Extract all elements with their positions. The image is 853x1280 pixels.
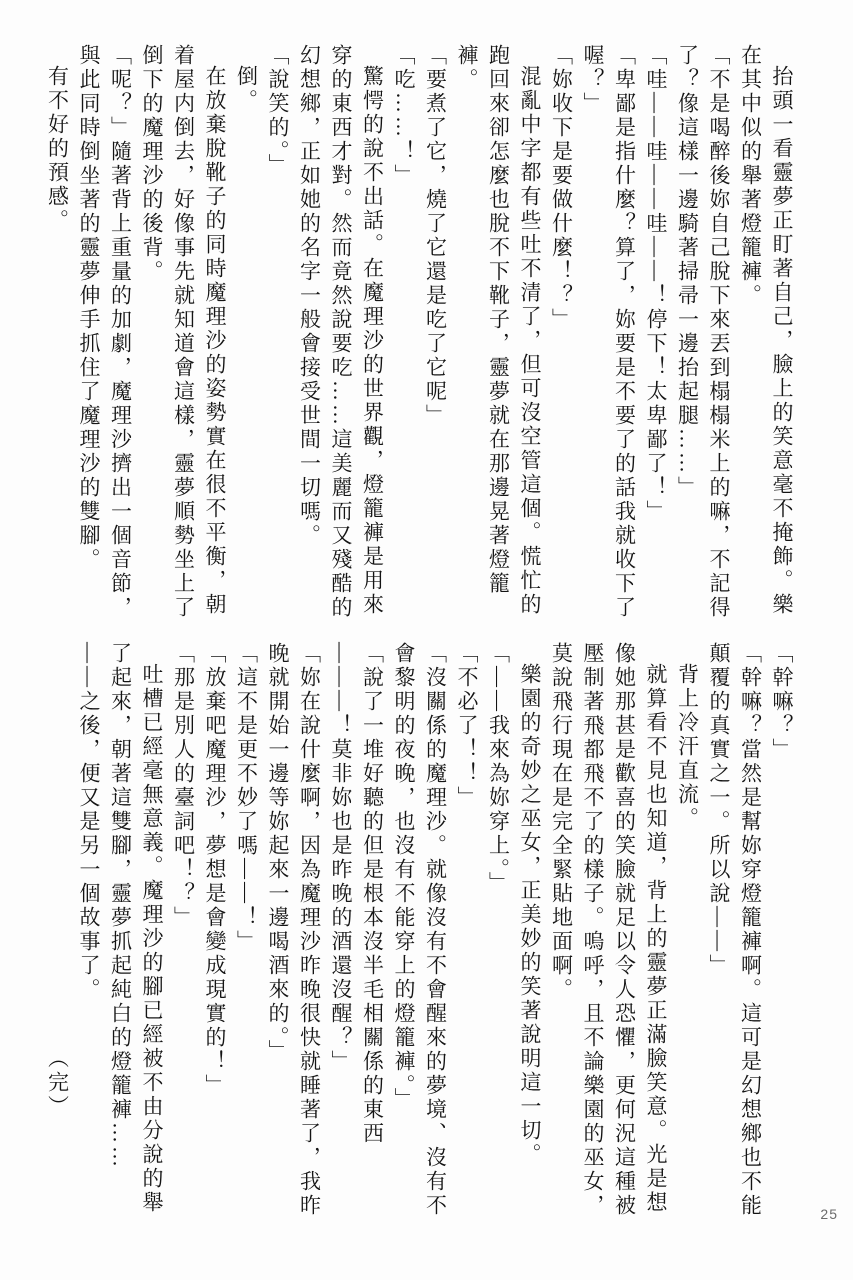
top-text-block (41, 44, 797, 628)
paragraph: 吐槽已經毫無意義。魔理沙的腳已經被不由分說的舉了起來，朝著這雙腳，靈夢抓起純白的燈籠褲…… (108, 642, 164, 1215)
paragraph: 倒。 (234, 65, 259, 113)
paragraph: 「吃……！」 (392, 44, 416, 188)
paragraph: 「呢？」隨著背上重量的加劇，魔理沙擠出一個音節，與此同時倒坐著的靈夢伸手抓住了魔理沙的雙腳。 (77, 44, 133, 620)
paragraph: 「這不是更不妙了嗎——！」 (234, 642, 259, 954)
paragraph: 「不必了！！」 (455, 642, 479, 810)
paragraph: 「妳在說什麼啊，因為魔理沙昨晚很快就睡著了，我昨晚就開始一邊等妳起來一邊喝酒來的。」 (266, 642, 322, 1218)
paragraph: 「——我來為妳穿上。」 (486, 642, 511, 896)
paragraph: 「妳收下是要做什麼！？」 (549, 44, 574, 332)
paragraph: 「說笑的。」 (266, 44, 290, 178)
paragraph: 背上冷汗直流。 (675, 663, 700, 831)
paragraph: 「幹嘛？」 (770, 642, 794, 762)
paragraph: 「說了一堆好聽的但是根本沒半毛相關係的東西———！莫非妳也是昨晚的酒還沒醒？」 (329, 642, 385, 1146)
paragraph: 「放棄吧魔理沙，夢想是會變成現實的！」 (203, 642, 227, 1098)
paragraph: ——之後，便又是另一個故事了。 (77, 642, 101, 1002)
paragraph: 「幹嘛？當然是幫妳穿燈籠褲啊。這可是幻想鄉也不能顛覆的真實之一。所以說——」 (707, 642, 763, 1218)
paragraph: 「卑鄙是指什麼？算了，妳要是不要了的話我就收下了喔？」 (581, 44, 637, 620)
paragraph: 樂園的奇妙之巫女，正美妙的笑著說明這一切。 (518, 663, 542, 1167)
paragraph: 驚愕的說不出話。在魔理沙的世界觀，燈籠褲是用來穿的東西才對。然而竟然說要吃……這美麗而又殘酷的幻想鄉，正如她的名字一般會接受世間一切嗎。 (297, 44, 385, 620)
bottom-text-block (41, 642, 797, 1226)
end-mark: （完） (45, 1047, 70, 1119)
paragraph: 就算看不見也知道，背上的靈夢正滿臉笑意。光是想像她那甚是歡喜的笑臉就足以令人恐懼，更何況這種被壓制著飛都飛不了的樣子。嗚呼，且不論樂園的巫女，莫說飛行現在是完全緊貼地面啊。 (549, 642, 668, 1218)
paragraph: 抬頭一看靈夢正盯著自己，臉上的笑意毫不掩飾。樂在其中似的舉著燈籠褲。 (738, 44, 794, 617)
paragraph: 有不好的預感。 (45, 65, 70, 233)
paragraph: 「要煮了它，燒了它還是吃了它呢」 (423, 44, 448, 428)
paragraph: 「哇——哇——哇——！停下！太卑鄙了！」 (644, 44, 668, 524)
paragraph: 「沒關係的魔理沙。就像沒有不會醒來的夢境、沒有不會黎明的夜晚，也沒有不能穿上的燈籠褲。」 (392, 642, 448, 1218)
paragraph: 混亂中字都有些吐不清了，但可沒空管這個。慌忙的跑回來卻怎麼也脫不下靴子，靈夢就在那邊晃著燈籠褲。 (455, 44, 542, 617)
paragraph: 「不是喝醉後妳自己脫下來丟到榻榻米上的嘛，不記得了？像這樣一邊騎著掃帚一邊抬起腿……」 (675, 44, 731, 620)
paragraph: 在放棄脫靴子的同時魔理沙的姿勢實在很不平衡，朝着屋内倒去，好像事先就知道會這樣，靈夢順勢坐上了倒下的魔理沙的後背。 (140, 44, 227, 620)
paragraph: 「那是別人的臺詞吧！？」 (171, 642, 196, 930)
page-number: 25 (820, 1206, 838, 1222)
